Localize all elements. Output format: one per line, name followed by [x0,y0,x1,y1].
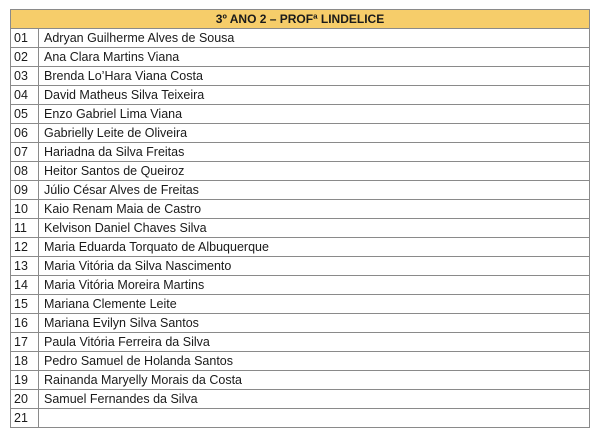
student-number-cell[interactable]: 16 [11,314,39,333]
student-name-cell[interactable]: Rainanda Maryelly Morais da Costa [39,371,590,390]
table-row [11,238,590,257]
class-roster-sheet [10,9,590,428]
student-name-cell[interactable]: Mariana Evilyn Silva Santos [39,314,590,333]
student-name-cell[interactable]: Brenda Lo’Hara Viana Costa [39,67,590,86]
student-name-cell[interactable] [39,409,590,428]
table-row [11,257,590,276]
student-number-cell[interactable]: 01 [11,29,39,48]
student-name-cell[interactable]: Adryan Guilherme Alves de Sousa [39,29,590,48]
student-number-cell[interactable]: 03 [11,67,39,86]
student-number-cell[interactable]: 21 [11,409,39,428]
student-name-cell[interactable]: Gabrielly Leite de Oliveira [39,124,590,143]
student-number-cell[interactable]: 17 [11,333,39,352]
student-name-cell[interactable]: David Matheus Silva Teixeira [39,86,590,105]
table-row [11,162,590,181]
table-row [11,371,590,390]
student-number-cell[interactable]: 13 [11,257,39,276]
student-table [10,9,590,428]
student-number-cell[interactable]: 02 [11,48,39,67]
student-name-cell[interactable]: Maria Vitória Moreira Martins [39,276,590,295]
student-name-cell[interactable]: Kelvison Daniel Chaves Silva [39,219,590,238]
student-number-cell[interactable]: 15 [11,295,39,314]
student-number-cell[interactable]: 14 [11,276,39,295]
student-name-cell[interactable]: Pedro Samuel de Holanda Santos [39,352,590,371]
student-number-cell[interactable]: 04 [11,86,39,105]
table-row [11,390,590,409]
student-name-cell[interactable]: Maria Eduarda Torquato de Albuquerque [39,238,590,257]
table-row [11,219,590,238]
table-row [11,48,590,67]
student-name-cell[interactable]: Samuel Fernandes da Silva [39,390,590,409]
header-row [11,10,590,29]
table-row [11,29,590,48]
student-name-cell[interactable]: Paula Vitória Ferreira da Silva [39,333,590,352]
student-number-cell[interactable]: 10 [11,200,39,219]
table-row [11,314,590,333]
student-number-cell[interactable]: 09 [11,181,39,200]
student-rows [11,29,590,428]
table-row [11,105,590,124]
table-row [11,276,590,295]
table-title[interactable]: 3º ANO 2 – PROFª LINDELICE [11,10,590,29]
student-number-cell[interactable]: 11 [11,219,39,238]
student-name-cell[interactable]: Enzo Gabriel Lima Viana [39,105,590,124]
student-name-cell[interactable]: Hariadna da Silva Freitas [39,143,590,162]
table-row [11,333,590,352]
student-name-cell[interactable]: Maria Vitória da Silva Nascimento [39,257,590,276]
student-number-cell[interactable]: 06 [11,124,39,143]
student-name-cell[interactable]: Ana Clara Martins Viana [39,48,590,67]
table-row [11,67,590,86]
table-row [11,295,590,314]
table-row [11,409,590,428]
table-row [11,352,590,371]
student-name-cell[interactable]: Kaio Renam Maia de Castro [39,200,590,219]
table-row [11,200,590,219]
student-number-cell[interactable]: 05 [11,105,39,124]
student-number-cell[interactable]: 08 [11,162,39,181]
student-number-cell[interactable]: 07 [11,143,39,162]
table-row [11,181,590,200]
student-number-cell[interactable]: 12 [11,238,39,257]
student-name-cell[interactable]: Mariana Clemente Leite [39,295,590,314]
student-number-cell[interactable]: 18 [11,352,39,371]
student-name-cell[interactable]: Heitor Santos de Queiroz [39,162,590,181]
student-number-cell[interactable]: 20 [11,390,39,409]
table-row [11,124,590,143]
table-row [11,143,590,162]
student-number-cell[interactable]: 19 [11,371,39,390]
student-name-cell[interactable]: Júlio César Alves de Freitas [39,181,590,200]
table-row [11,86,590,105]
